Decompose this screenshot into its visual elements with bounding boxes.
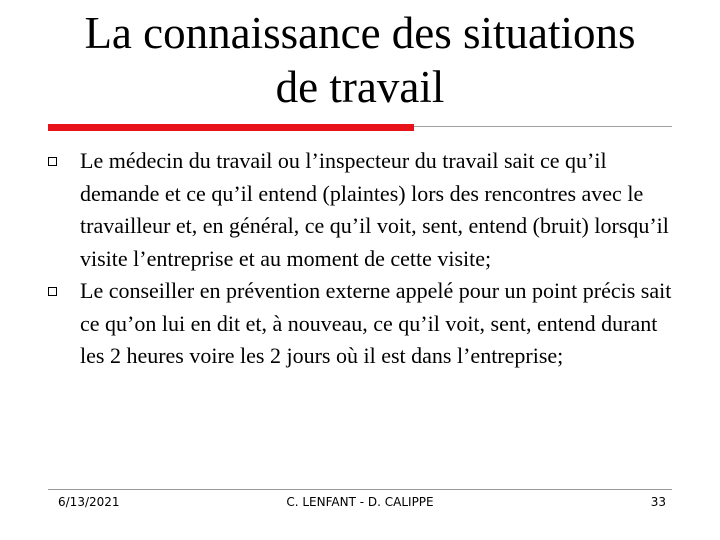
page-number: 33 (650, 495, 666, 509)
bullet-text: Le conseiller en prévention externe appelé pour un point précis sait ce qu’on lui en dit et, à nouveau, ce qu’il voit, sent, entend durant les 2 heures voire les 2 jours où il est dans l’entreprise; (80, 278, 672, 368)
slide-title (40, 6, 680, 114)
title-divider (48, 124, 672, 132)
bullet-item (48, 145, 678, 275)
hollow-square-icon (48, 157, 57, 166)
slide-title-line-2: de travail (275, 62, 445, 112)
title-divider-accent (48, 124, 414, 131)
bullet-item (48, 275, 678, 373)
bullet-text: Le médecin du travail ou l’inspecteur du travail sait ce qu’il demande et ce qu’il entend (plaintes) lors des rencontres avec le travailleur et, en général, ce qu’il voit, sent, entend (bruit) lorsqu’il visite l’entreprise et au moment de cette visite; (80, 148, 669, 271)
footer-date: 6/13/2021 (58, 495, 120, 509)
footer-divider (48, 489, 672, 490)
bullet-list (48, 145, 678, 373)
footer-author: C. LENFANT - D. CALIPPE (286, 495, 434, 509)
slide-title-line-1: La connaissance des situations (84, 8, 636, 58)
hollow-square-icon (48, 287, 57, 296)
title-divider-line (414, 126, 672, 127)
